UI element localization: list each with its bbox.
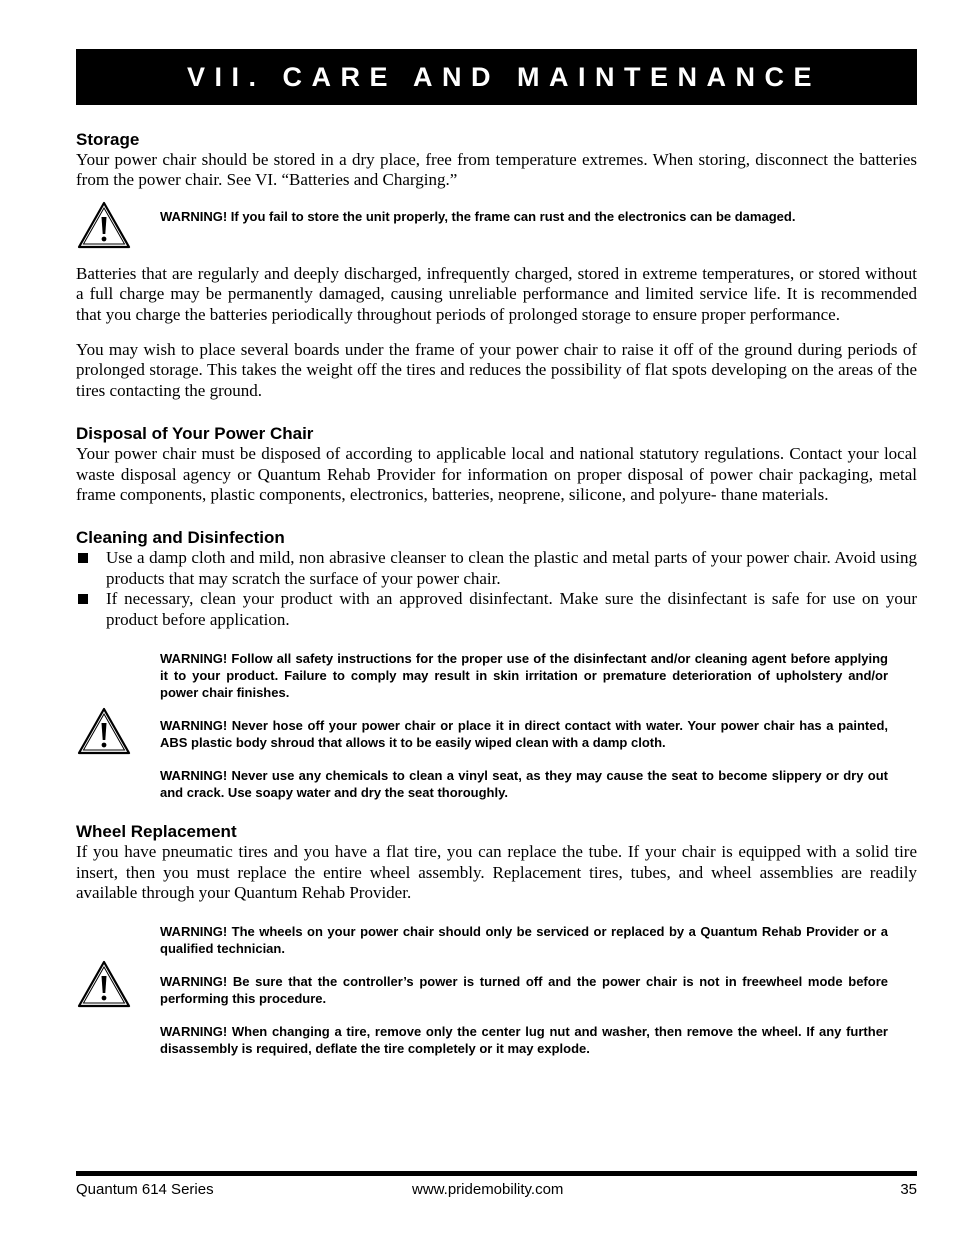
page-content	[76, 49, 917, 1057]
footer-rule	[76, 1171, 917, 1176]
cleaning-bullet-list	[76, 548, 917, 630]
cleaning-warning-1: WARNING! Follow all safety instructions for the proper use of the disinfectant and/or cleaning agent before applying it to your product. Failure to comply may result in skin irritation or premature deterioration of upholstery and/or power chair finishes.	[160, 651, 888, 701]
disposal-heading: Disposal of Your Power Chair	[76, 424, 314, 444]
list-item: If necessary, clean your product with an approved disinfectant. Make sure the disinfectant is safe for use on your product before application.	[76, 589, 917, 630]
page-footer	[76, 1181, 917, 1198]
bullet-square-icon	[78, 594, 88, 604]
bullet-square-icon	[78, 553, 88, 563]
wheel-warning-3: WARNING! When changing a tire, remove only the center lug nut and washer, then remove the wheel. If any further disassembly is required, deflate the tire completely or it may explode.	[160, 1024, 888, 1057]
storage-paragraph-1: Your power chair should be stored in a dry place, free from temperature extremes. When storing, disconnect the batteries from the power chair. See VI. “Batteries and Charging.”	[76, 150, 917, 190]
storage-warning-block	[76, 200, 917, 250]
cleaning-heading: Cleaning and Disinfection	[76, 528, 285, 548]
cleaning-warning-block	[76, 650, 917, 801]
wheel-paragraph: If you have pneumatic tires and you have a flat tire, you can replace the tube. If your chair is equipped with a solid tire insert, then you must replace the entire wheel assembly. Replacement tires, tubes, and wheel assemblies are readily available through your Quantum Rehab Provider.	[76, 842, 917, 902]
wheel-heading: Wheel Replacement	[76, 822, 237, 842]
warning-triangle-icon	[76, 923, 160, 1009]
footer-website: www.pridemobility.com	[412, 1181, 564, 1198]
wheel-warning-2: WARNING! Be sure that the controller’s power is turned off and the power chair is not in freewheel mode before performing this procedure.	[160, 974, 888, 1007]
wheel-warning-1: WARNING! The wheels on your power chair should only be serviced or replaced by a Quantum Rehab Provider or a qualified technician.	[160, 924, 888, 957]
cleaning-warning-2: WARNING! Never hose off your power chair or place it in direct contact with water. Your power chair has a painted, ABS plastic body shroud that allows it to be easily wiped clean with a damp cloth.	[160, 718, 888, 751]
page-number: 35	[900, 1181, 917, 1198]
storage-paragraph-3: You may wish to place several boards under the frame of your power chair to raise it off of the ground during periods of prolonged storage. This takes the weight off the tires and reduces the possibility of flat spots developing on the areas of the tires contacting the ground.	[76, 340, 917, 400]
footer-product: Quantum 614 Series	[76, 1181, 214, 1198]
storage-warning: WARNING! If you fail to store the unit properly, the frame can rust and the electronics can be damaged.	[160, 208, 796, 224]
disposal-paragraph: Your power chair must be disposed of according to applicable local and national statutory regulations. Contact your local waste disposal agency or Quantum Rehab Provider for information on proper disposal of power chair packaging, metal frame components, plastic components, electronics, batteries, neoprene, silicone, and polyure- thane materials.	[76, 444, 917, 505]
storage-heading: Storage	[76, 130, 140, 149]
wheel-warning-block	[76, 923, 917, 1057]
cleaning-warning-3: WARNING! Never use any chemicals to clean a vinyl seat, as they may cause the seat to become slippery or dry out and crack. Use soapy water and dry the seat thoroughly.	[160, 768, 888, 801]
section-banner	[76, 49, 917, 105]
storage-paragraph-2: Batteries that are regularly and deeply discharged, infrequently charged, stored in extreme temperatures, or stored without a full charge may be permanently damaged, causing unreliable performance and limited service life. It is recommended that you charge the batteries periodically throughout periods of prolonged storage to ensure proper performance.	[76, 263, 917, 324]
warning-triangle-icon	[76, 650, 160, 756]
warning-triangle-icon	[76, 200, 160, 250]
list-item: Use a damp cloth and mild, non abrasive cleanser to clean the plastic and metal parts of your power chair. Avoid using products that may scratch the surface of your power chair.	[76, 548, 917, 589]
section-title: VII. CARE AND MAINTENANCE	[187, 61, 822, 92]
